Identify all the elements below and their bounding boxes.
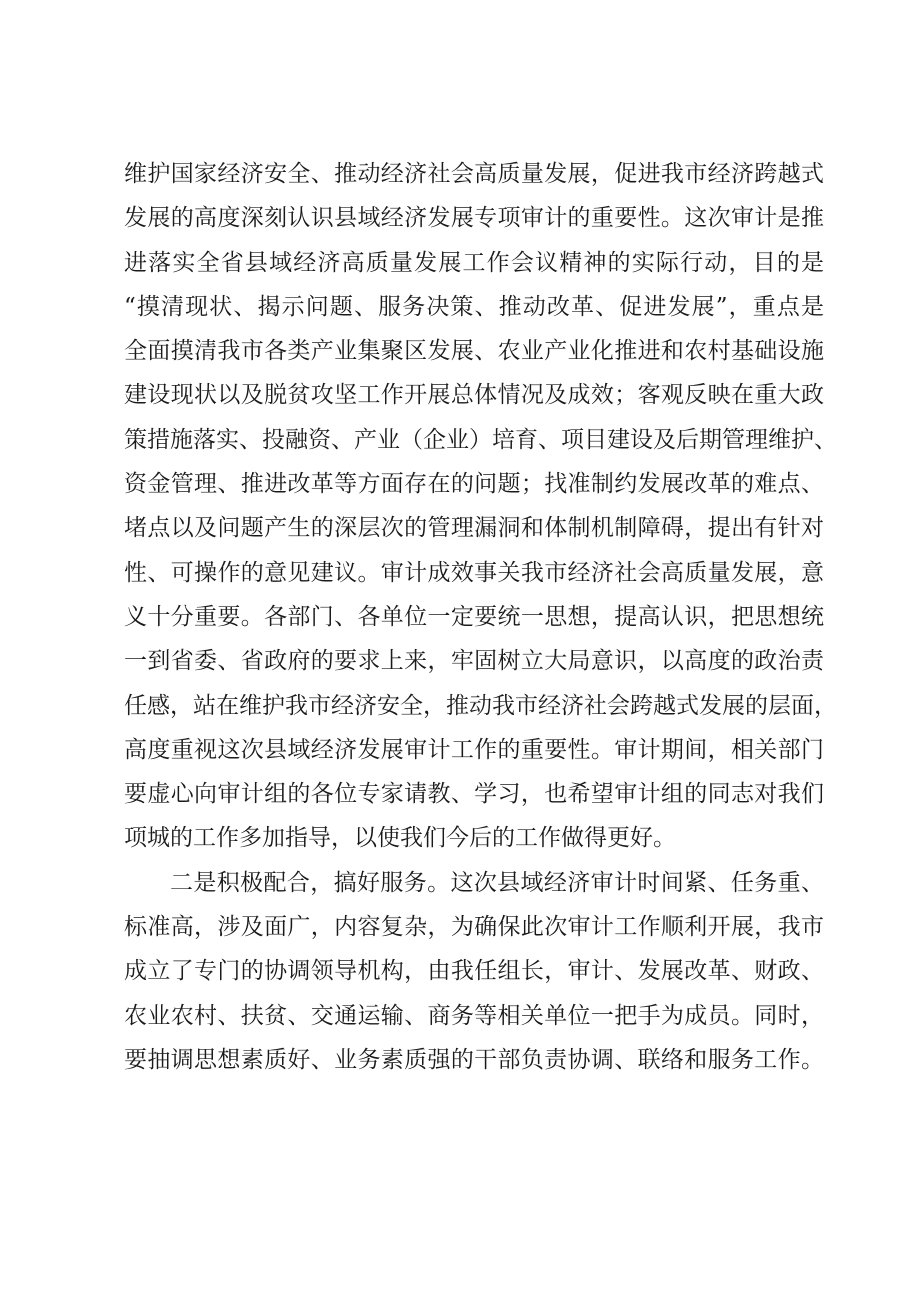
text-line: 一到省委、省政府的要求上来，牢固树立大局意识，以高度的政治责 [124, 648, 824, 675]
text-line: 性、可操作的意见建议。审计成效事关我市经济社会高质量发展，意 [124, 559, 824, 586]
text-line: 任感，站在维护我市经济安全，推动我市经济社会跨越式发展的层面， [124, 692, 837, 719]
body-text [124, 152, 837, 1082]
text-line: 标准高，涉及面广，内容复杂，为确保此次审计工作顺利开展，我市 [124, 914, 824, 941]
text-line: 农业农村、扶贫、交通运输、商务等相关单位一把手为成员。同时， [124, 1002, 824, 1029]
text-line: 堵点以及问题产生的深层次的管理漏洞和体制机制障碍，提出有针对 [124, 515, 824, 542]
text-line: 高度重视这次县域经济发展审计工作的重要性。审计期间，相关部门 [124, 736, 824, 763]
text-line: 要抽调思想素质好、业务素质强的干部负责协调、联络和服务工作。 [124, 1046, 824, 1073]
text-line: 要虚心向审计组的各位专家请教、学习，也希望审计组的同志对我们 [124, 781, 824, 808]
text-line: 维护国家经济安全、推动经济社会高质量发展，促进我市经济跨越式 [124, 161, 824, 187]
text-line: 义十分重要。各部门、各单位一定要统一思想，提高认识，把思想统 [124, 603, 824, 630]
text-line: 策措施落实、投融资、产业（企业）培育、项目建设及后期管理维护、 [124, 426, 837, 453]
text-line: 进落实全省县域经济高质量发展工作会议精神的实际行动，目的是 [124, 249, 824, 276]
paragraph-start-line: 二是积极配合，搞好服务。这次县域经济审计时间紧、任务重、 [170, 869, 824, 896]
text-line: 项城的工作多加指导，以使我们今后的工作做得更好。 [124, 825, 676, 852]
text-line: 资金管理、推进改革等方面存在的问题；找准制约发展改革的难点、 [124, 471, 824, 498]
text-line: 建设现状以及脱贫攻坚工作开展总体情况及成效；客观反映在重大政 [124, 382, 824, 409]
text-line: 发展的高度深刻认识县域经济发展专项审计的重要性。这次审计是推 [124, 205, 824, 232]
text-line: 全面摸清我市各类产业集聚区发展、农业产业化推进和农村基础设施 [124, 338, 824, 365]
text-line: 成立了专门的协调领导机构，由我任组长，审计、发展改革、财政、 [124, 958, 824, 985]
text-line: “摸清现状、揭示问题、服务决策、推动改革、促进发展”，重点是 [124, 293, 824, 320]
